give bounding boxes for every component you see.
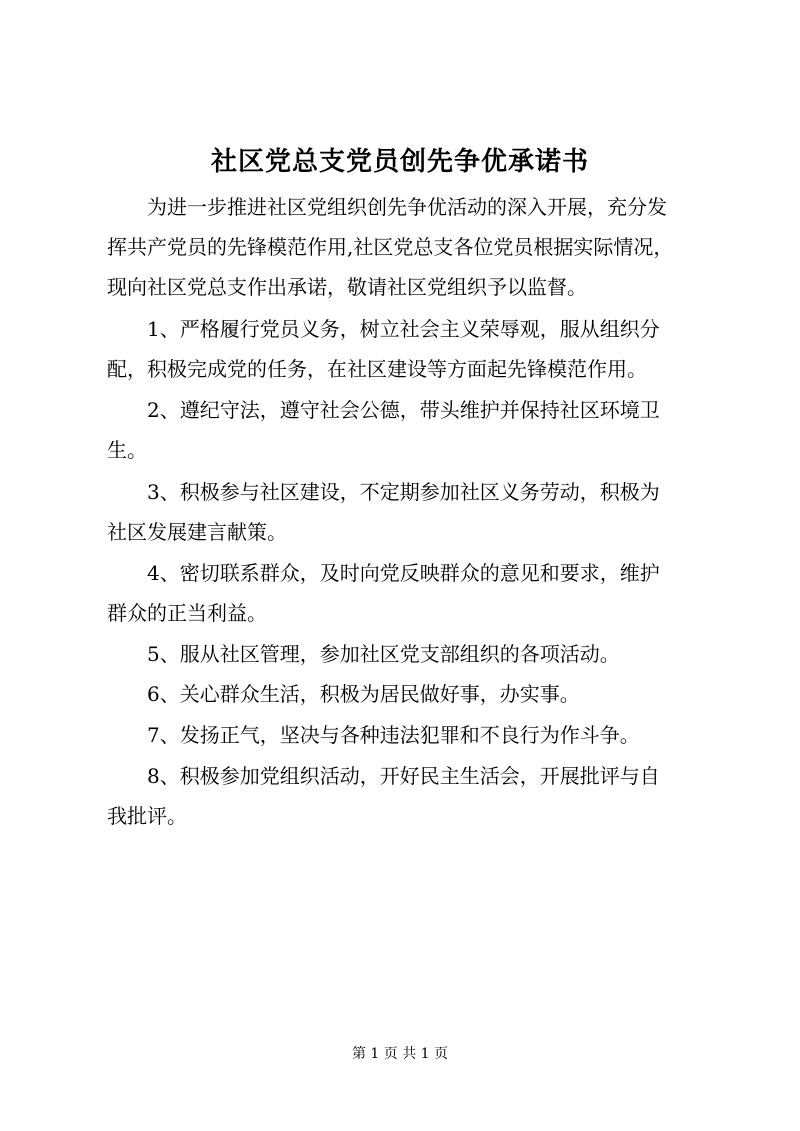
paragraph-line: 配，积极完成党的任务，在社区建设等方面起先锋模范作用。 [107, 357, 647, 381]
paragraph-line: 7、发扬正气，坚决与各种违法犯罪和不良行为作斗争。 [147, 723, 640, 747]
document-title: 社区党总支党员创先争优承诺书 [210, 147, 589, 177]
paragraph-line: 2、遵纪守法，遵守社会公德，带头维护并保持社区环境卫 [147, 398, 660, 422]
paragraph-line: 8、积极参加党组织活动，开好民主生活会，开展批评与自 [147, 764, 660, 788]
paragraph-line: 挥共产党员的先锋模范作用,社区党总支各位党员根据实际情况， [107, 235, 674, 259]
paragraph-line: 我批评。 [107, 804, 187, 828]
paragraph-line: 5、服从社区管理，参加社区党支部组织的各项活动。 [147, 642, 620, 666]
paragraph-line: 6、关心群众生活，积极为居民做好事，办实事。 [147, 682, 580, 706]
paragraph-line: 群众的正当利益。 [107, 601, 267, 625]
paragraph-line: 社区发展建言献策。 [107, 520, 287, 544]
paragraph-line: 3、积极参与社区建设，不定期参加社区义务劳动，积极为 [147, 480, 660, 504]
paragraph-line: 4、密切联系群众，及时向党反映群众的意见和要求，维护 [147, 561, 660, 585]
paragraph-line: 1、严格履行党员义务，树立社会主义荣辱观，服从组织分 [147, 317, 660, 341]
paragraph-line: 为进一步推进社区党组织创先争优活动的深入开展，充分发 [147, 195, 667, 219]
page-footer: 第 1 页 共 1 页 [351, 1046, 449, 1062]
paragraph-line: 生。 [107, 438, 147, 462]
paragraph-line: 现向社区党总支作出承诺，敬请社区党组织予以监督。 [107, 275, 587, 299]
